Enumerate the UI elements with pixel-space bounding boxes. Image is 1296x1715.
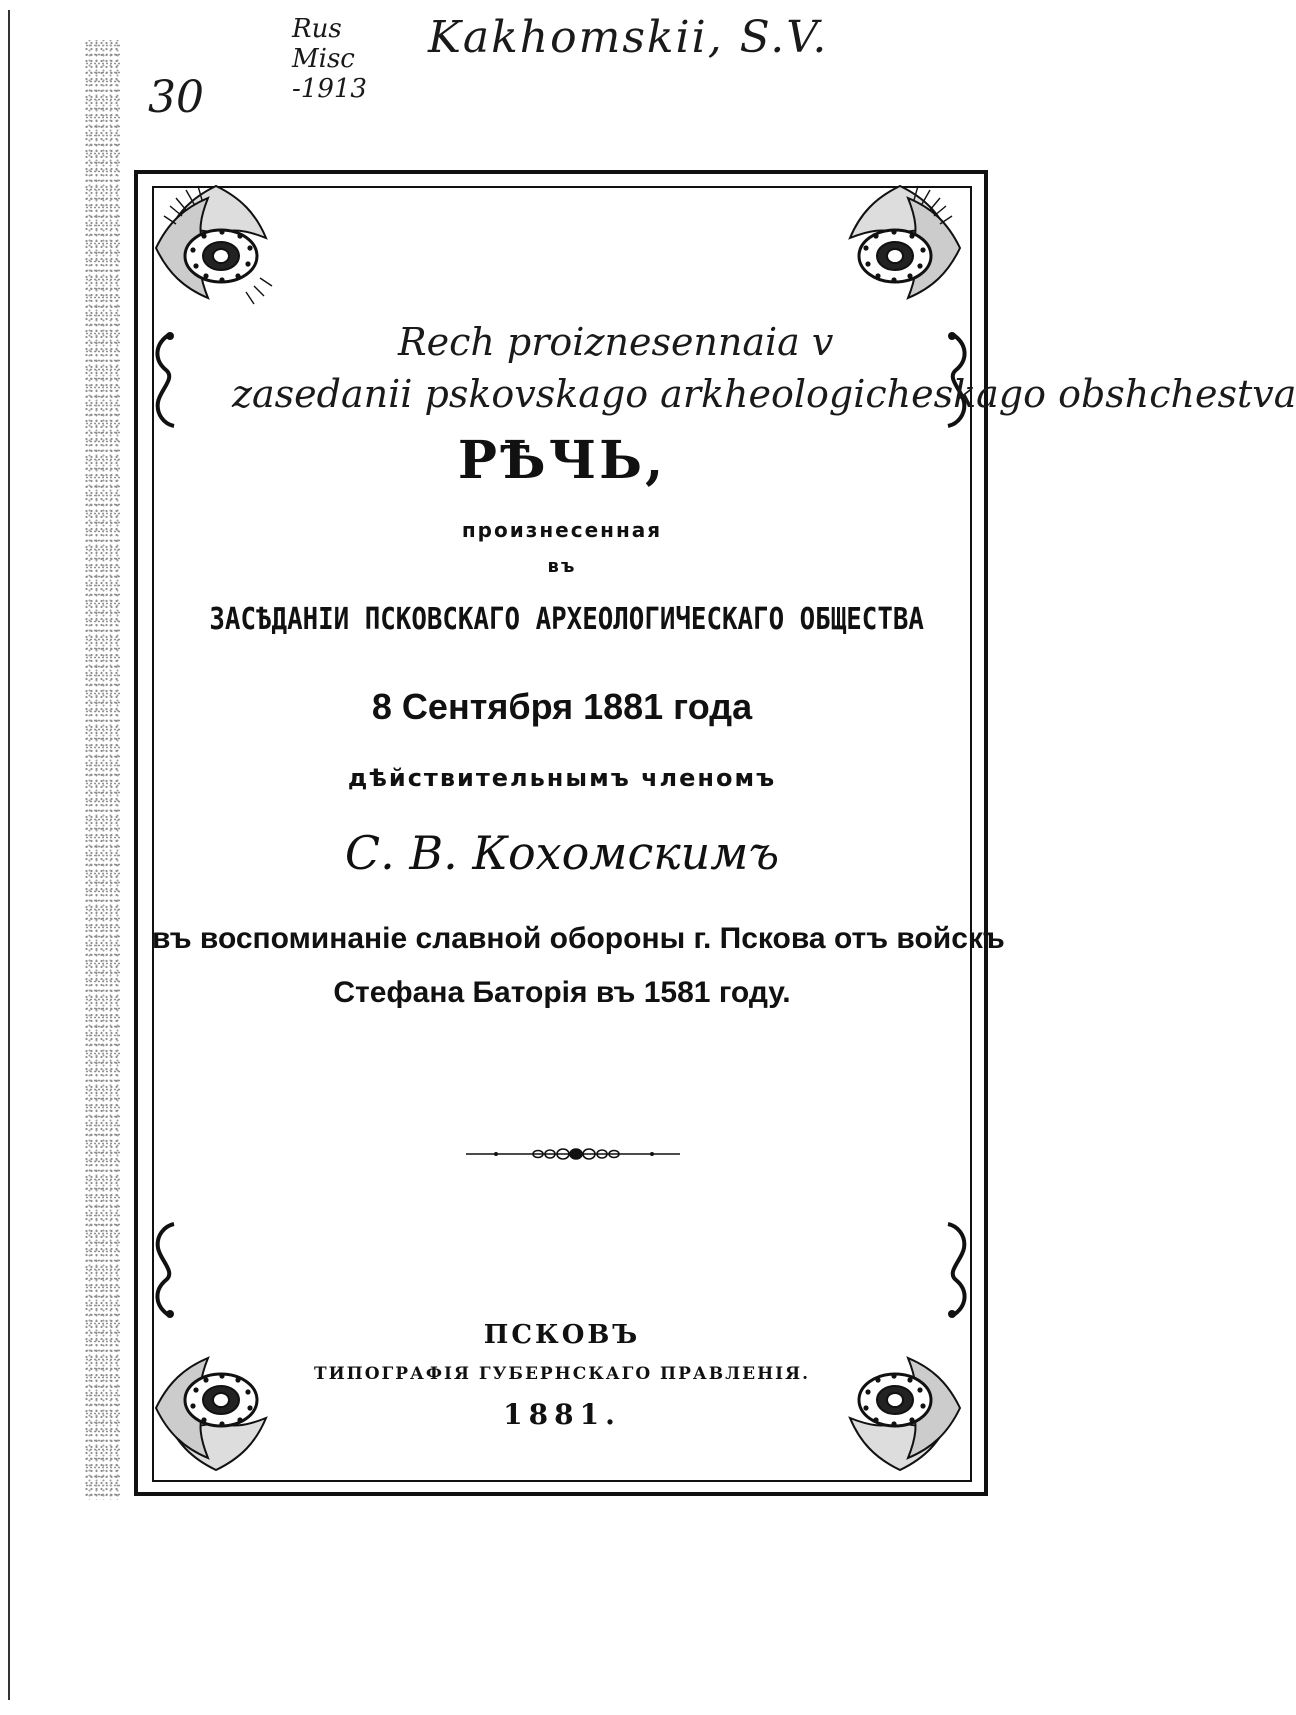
handwritten-catalog-note: Rus Misc -1913 [292,14,367,104]
subtitle-delivered: произнесенная [461,518,663,542]
scroll-flourish-icon [150,330,180,430]
corner-rosette-icon [830,178,970,318]
handwritten-title-line-2: zasedanii pskovskago arkheologicheskago obshchestva [232,372,1296,416]
binding-strip [84,40,120,1500]
meeting-date: 8 Сентября 1881 года [371,686,753,727]
ornamental-divider-icon [466,1146,680,1162]
binding-edge-line [8,10,10,1700]
handwritten-title-line-1: Rech proiznesennaia v [398,320,834,364]
imprint-city: ПСКОВЪ [483,1320,641,1350]
society-name: ЗАСѢДАНІИ ПСКОВСКАГО АРХЕОЛОГИЧЕСКАГО ОБЩЕСТВА [209,602,924,637]
scroll-flourish-icon [942,1220,972,1320]
corner-rosette-icon [146,178,286,318]
commemoration-line-1: въ воспоминаніе славной обороны г. Пскова отъ войскъ [152,922,1005,955]
imprint-year: 1881. [503,1398,621,1431]
imprint-press: ТИПОГРАФІЯ ГУБЕРНСКАГО ПРАВЛЕНІЯ. [313,1364,811,1384]
main-title: РѢЧЬ, [457,430,667,491]
commemoration-line-2: Стефана Баторія въ 1581 году. [333,976,791,1009]
handwritten-author-name: Kakhomskii, S.V. [428,12,829,63]
subtitle-in: въ [547,556,577,577]
author-name: С. В. Кохомскимъ [344,826,780,880]
scroll-flourish-icon [150,1220,180,1320]
member-line: дѣйствительнымъ членомъ [347,764,777,792]
handwritten-number: 30 [148,72,204,123]
